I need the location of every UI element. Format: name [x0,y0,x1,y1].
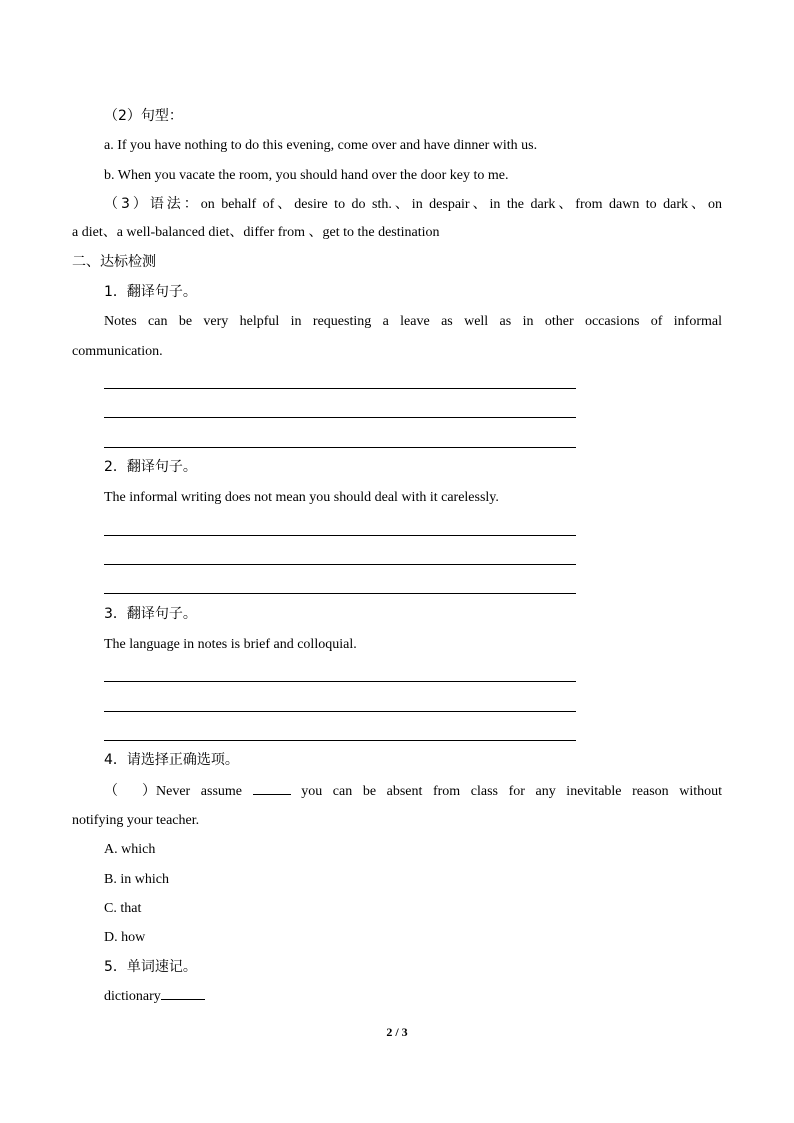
sentence-pattern-a: a. If you have nothing to do this evening, come over and have dinner with us. [104,138,538,153]
question-5-heading: 5．单词速记。 [104,959,197,975]
question-3-text: The language in notes is brief and colloquial. [104,637,357,652]
fill-in-blank[interactable] [253,782,291,795]
question-3-heading: 3．翻译句子。 [104,606,197,622]
question-4-stem-before-blank: Never assume [156,784,243,799]
fill-in-blank[interactable] [161,987,205,1000]
answer-line[interactable] [104,593,576,594]
answer-line[interactable] [104,740,576,741]
answer-line[interactable] [104,711,576,712]
question-2-text: The informal writing does not mean you should deal with it carelessly. [104,490,499,505]
question-1-text-line-1: Notes can be very helpful in requesting a leave as well as in other occasions of informal [104,314,722,329]
question-4-stem-line-2: notifying your teacher. [72,813,200,828]
question-4-heading: 4．请选择正确选项。 [104,752,239,768]
option-b[interactable]: B. in which [104,872,169,887]
question-5-word-row [104,987,754,1007]
sentence-pattern-b: b. When you vacate the room, you should hand over the door key to me. [104,168,509,183]
answer-line[interactable] [104,388,576,389]
grammar-heading: （3）语法： [104,196,201,212]
answer-line[interactable] [104,447,576,448]
question-1-heading: 1．翻译句子。 [104,284,197,300]
option-d[interactable]: D. how [104,930,146,945]
answer-parentheses[interactable]: （ ） [104,783,157,799]
question-4-stem-line-1 [104,781,722,802]
option-c[interactable]: C. that [104,901,142,916]
grammar-line-1 [104,194,722,215]
answer-line[interactable] [104,564,576,565]
answer-line[interactable] [104,417,576,418]
vocabulary-word: dictionary [104,989,161,1004]
grammar-line-2: a diet、a well-balanced diet、differ from 、get to the destination [72,225,440,240]
answer-line[interactable] [104,681,576,682]
sentence-patterns-heading: （2）句型： [104,108,183,124]
answer-line[interactable] [104,535,576,536]
question-1-text-line-2: communication. [72,344,163,359]
section-heading-assessment: 二、达标检测 [72,254,156,270]
grammar-items-first: on behalf of、desire to do sth.、in despair、in the dark、from dawn to dark、on [200,197,722,212]
question-4-stem-after-blank: you can be absent from class for any inevitable reason without [301,784,723,799]
page-number: 2 / 3 [386,1025,408,1039]
question-2-heading: 2．翻译句子。 [104,459,197,475]
option-a[interactable]: A. which [104,842,156,857]
